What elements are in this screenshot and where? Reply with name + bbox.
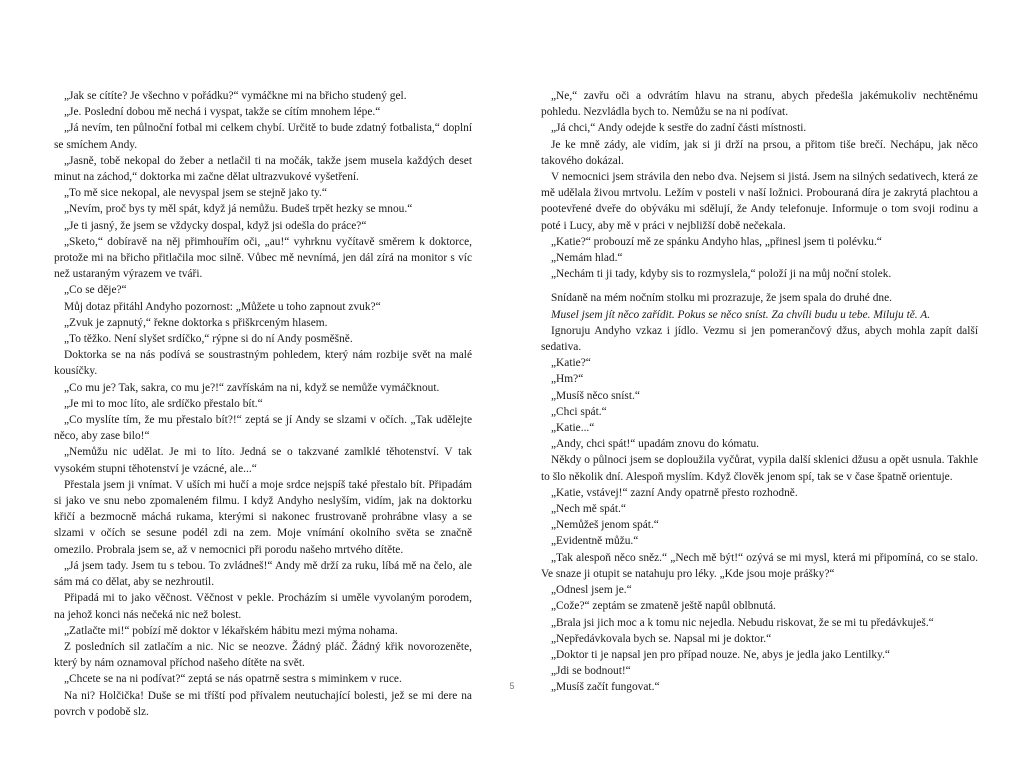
paragraph: „Co se děje?“ [64, 284, 127, 297]
paragraph: „Zatlačte mi!“ pobízí mě doktor v lékařském hábitu mezi mýma nohama. [64, 624, 398, 637]
paragraph: „Katie?“ probouzí mě ze spánku Andyho hlas, „přinesl jsem ti polévku.“ [551, 235, 882, 248]
paragraph: Z posledních sil zatlačím a nic. Nic se neozve. Žádný pláč. Žádný křik novorozeněte, který by nám oznamoval příchod našeho dítěte na svět. [54, 640, 472, 670]
paragraph: „Andy, chci spát!“ upadám znovu do kómatu. [551, 438, 760, 451]
paragraph: „Katie?“ [551, 357, 591, 370]
paragraph: „To těžko. Není slyšet srdíčko,“ rýpne si do ní Andy posměšně. [64, 333, 353, 346]
paragraph: „Evidentně můžu.“ [551, 535, 639, 548]
paragraph: V nemocnici jsem strávila den nebo dva. Nejsem si jistá. Jsem na silných sedativech, která ze mě udělala živou mrtvolu. Ležím v posteli v naší ložnici. Probouraná díra je zakrytá plachtou a pootevřené dveře do obýváku mi sdělují, že Andy telefonuje. Informuje o tom svoji rodinu a poté i Lucy, aby mě v práci v nejbližší době nečekala. [541, 171, 978, 232]
paragraph: „Cože?“ zeptám se zmateně ještě napůl oblbnutá. [551, 600, 776, 613]
paragraph: „Co myslíte tím, že mu přestalo bít?!“ zeptá se jí Andy se slzami v očích. „Tak udělejte něco, aby zase bilo!“ [54, 414, 472, 443]
paragraph: „Já jsem tady. Jsem tu s tebou. To zvládneš!“ Andy mě drží za ruku, líbá mě na čelo, ale sám má co dělat, aby se nezhroutil. [54, 559, 472, 589]
paragraph: Je ke mně zády, ale vidím, jak si ji drží na prsou, a přitom tiše brečí. Nechápu, jak něco takového dokázal. [541, 138, 978, 167]
paragraph: Připadá mi to jako věčnost. Věčnost v pekle. Procházím si uměle vyvolaným porodem, na jehož konci nás nečeká nic než bolest. [54, 592, 472, 621]
paragraph: Ignoruju Andyho vzkaz i jídlo. Vezmu si jen pomerančový džus, abych mohla zapít další sedativa. [541, 324, 978, 354]
paragraph: Přestala jsem ji vnímat. V uších mi hučí a moje srdce nejspíš také přestalo bít. Připadám si jako ve snu nebo zpomaleném filmu. I když Andyho neslyším, vidím, jak na doktorku křičí a bezmocně máchá rukama, kterými si nakonec frustrovaně prohrábne vlasy a se slzami v očích se sesune podél zdi na zem. Moje vnímání okolního světa se značně omezilo. Probrala jsem se, až v nemocnici při porodu našeho mrtvého dítěte. [54, 478, 472, 556]
page-number: 5 [509, 681, 515, 691]
paragraph: „Musíš začít fungovat.“ [551, 681, 660, 694]
paragraph: „Katie, vstávej!“ zazní Andy opatrně přesto rozhodně. [551, 486, 798, 499]
paragraph: „Je ti jasný, že jsem se vždycky dospal, když jsi odešla do práce?“ [64, 219, 367, 232]
paragraph: „Brala jsi jich moc a k tomu nic nejedla. Nebudu riskovat, že se mi tu předávkuješ.“ [551, 616, 934, 629]
paragraph: „Chcete se na ni podívat?“ zeptá se nás opatrně sestra s miminkem v ruce. [64, 673, 402, 686]
paragraph: „Jak se cítíte? Je všechno v pořádku?“ vymáčkne mi na břicho studený gel. [64, 90, 407, 102]
paragraph: Na ni? Holčička! Duše se mi tříští pod přívalem neutuchající bolesti, jež se mi dere na povrch v podobě slz. [54, 689, 472, 718]
paragraph: „Co mu je? Tak, sakra, co mu je?!“ zavřískám na ni, když se nemůže vymáčknout. [64, 381, 440, 394]
paragraph: „Já chci,“ Andy odejde k sestře do zadní části místnosti. [551, 122, 807, 135]
paragraph: „Nemůžeš jenom spát.“ [551, 519, 659, 532]
paragraph: Někdy o půlnoci jsem se doploužila vyčůrat, vypila další sklenici džusu a opět usnula. Takhle to šlo několik dní. Alespoň myslím. Když člověk jenom spí, tak se v čase špatně orientuje. [541, 454, 978, 483]
paragraph: „Hm?“ [551, 373, 584, 386]
paragraph: „Nemám hlad.“ [551, 252, 623, 265]
paragraph: „Nemůžu nic udělat. Je mi to líto. Jedná se o takzvané zamlklé těhotenství. V tak vysokém stupni těhotenství je vzácné, ale...“ [54, 446, 472, 475]
paragraph: „Jdi se bodnout!“ [551, 665, 631, 678]
paragraph: „Doktor ti je napsal jen pro případ nouze. Ne, abys je jedla jako Lentilky.“ [551, 648, 890, 661]
paragraph: „Ne,“ zavřu oči a odvrátím hlavu na stranu, abych předešla jakémukoliv nechtěnému pohledu. Nezvládla bych to. Nemůžu se na ni podívat. [541, 90, 978, 119]
paragraph: „Chci spát.“ [551, 405, 607, 418]
paragraph: „Je. Poslední dobou mě nechá i vyspat, takže se cítím mnohem lépe.“ [64, 106, 381, 119]
paragraph: „Nevím, proč bys ty měl spát, když já nemůžu. Budeš trpět hezky se mnou.“ [64, 203, 413, 216]
note-paragraph [541, 307, 978, 323]
left-page-text [54, 88, 472, 720]
paragraph: „Nech mě spát.“ [551, 503, 626, 516]
paragraph: Můj dotaz přitáhl Andyho pozornost: „Můžete u toho zapnout zvuk?“ [64, 300, 381, 313]
paragraph: Doktorka se na nás podívá se soustrastným pohledem, který nám rozbije svět na malé kousíčky. [54, 349, 472, 378]
paragraph: „Zvuk je zapnutý,“ řekne doktorka s přiškrceným hlasem. [64, 316, 328, 329]
paragraph: „Odnesl jsem je.“ [551, 584, 632, 597]
paragraph: „Tak alespoň něco sněz.“ „Nech mě být!“ ozývá se mi mysl, která mi připomíná, co se stalo. Ve snaze ji otupit se natahuju pro léky. „Kde jsou moje prášky?“ [541, 551, 978, 580]
right-page-text [541, 88, 978, 696]
paragraph: Snídaně na mém nočním stolku mi prozrazuje, že jsem spala do druhé dne. [551, 292, 892, 305]
handwritten-note: Musel jsem jít něco zařídit. Pokus se něco sníst. Za chvíli budu u tebe. Miluju tě. A. [551, 308, 931, 321]
paragraph: „Sketo,“ dobíravě na něj přimhouřím oči, „au!“ vyhrknu vyčítavě směrem k doktorce, protože mi na břicho přitlačila moc silně. Vůbec mě nevnímá, jen dál zírá na monitor s víc než ustaraným výrazem ve tváři. [54, 235, 472, 281]
paragraph: „Nechám ti ji tady, kdyby sis to rozmyslela,“ položí ji na můj noční stolek. [551, 268, 892, 281]
paragraph: „Já nevím, ten půlnoční fotbal mi celkem chybí. Určitě to bude zdatný fotbalista,“ doplní se smíchem Andy. [54, 122, 472, 151]
paragraph: „To mě sice nekopal, ale nevyspal jsem se stejně jako ty.“ [64, 187, 327, 200]
paragraph: „Katie...“ [551, 422, 595, 435]
paragraph: „Je mi to moc líto, ale srdíčko přestalo bít.“ [64, 397, 263, 410]
paragraph: „Musíš něco sníst.“ [551, 389, 640, 402]
paragraph: „Nepředávkovala bych se. Napsal mi je doktor.“ [551, 632, 772, 645]
paragraph: „Jasně, tobě nekopal do žeber a netlačil ti na močák, takže jsem musela každých deset minut na záchod,“ doktorka mi začne dělat ultrazvukové vyšetření. [54, 154, 472, 184]
